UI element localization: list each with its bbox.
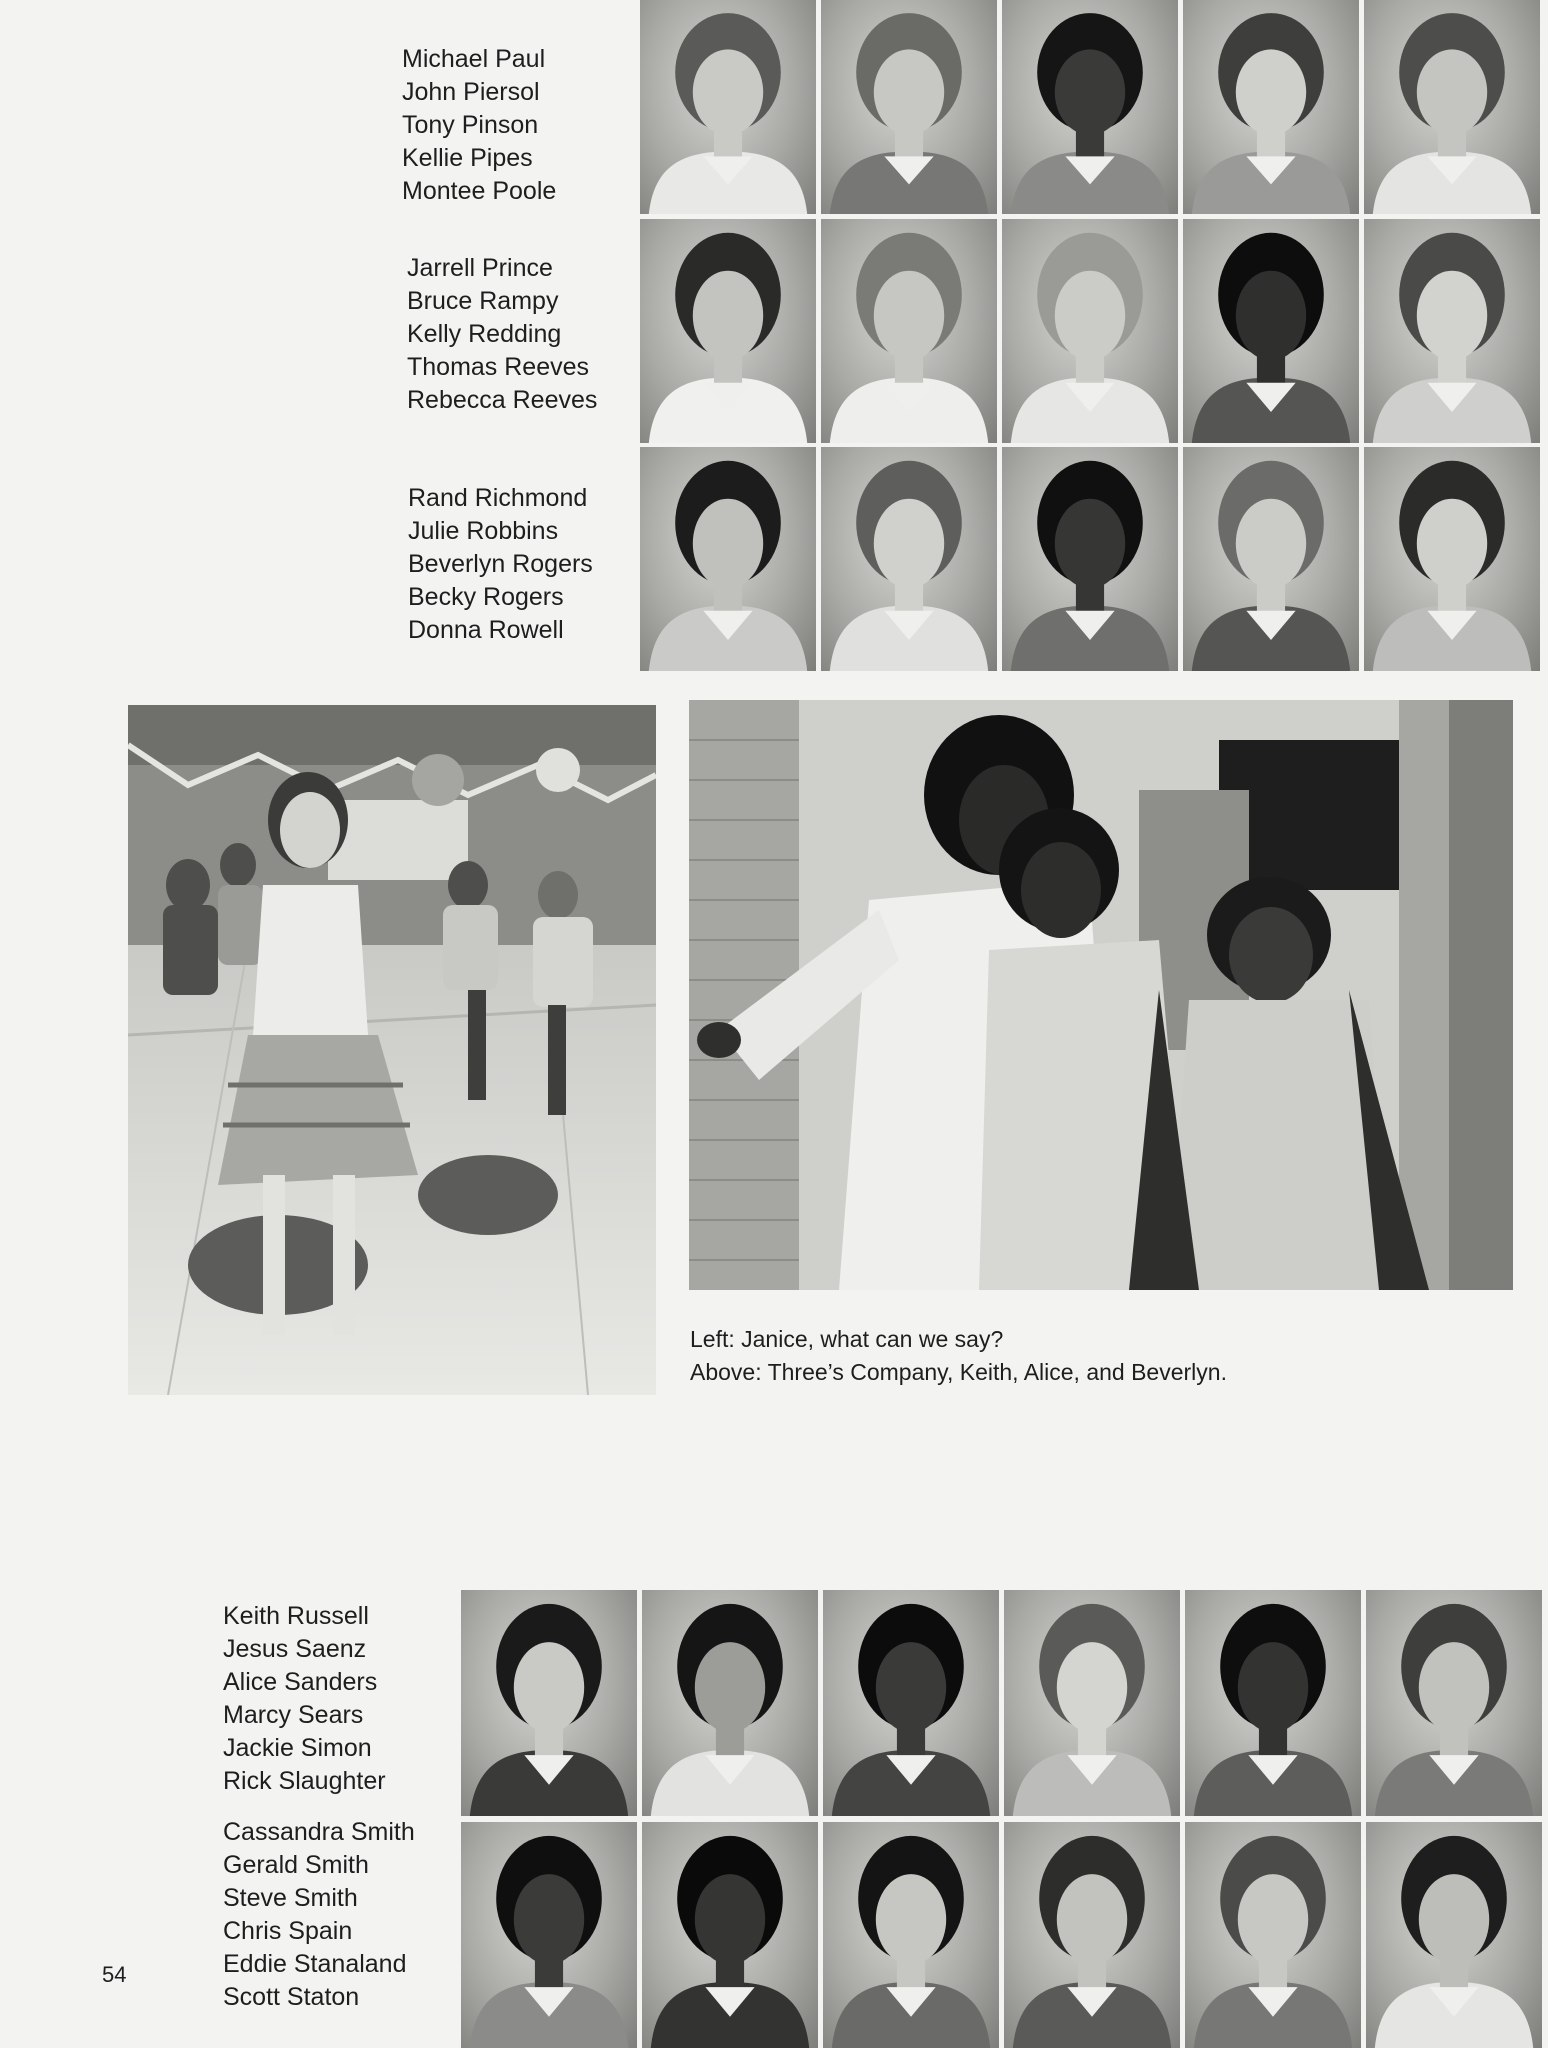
- student-name: Jesus Saenz: [223, 1635, 367, 1663]
- portrait-row-2: [640, 219, 1540, 443]
- student-name: Rebecca Reeves: [407, 386, 598, 414]
- student-portrait: [642, 1822, 818, 2048]
- student-name: Kellie Pipes: [402, 144, 533, 172]
- candid-photo-threes-company: [689, 700, 1513, 1290]
- student-name: Thomas Reeves: [407, 353, 590, 381]
- student-portrait: [640, 219, 816, 443]
- student-name: Rick Slaughter: [223, 1767, 386, 1795]
- student-name: Cassandra Smith: [223, 1818, 415, 1846]
- student-portrait: [1002, 0, 1178, 214]
- student-portrait: [1002, 447, 1178, 671]
- portrait-row-5: [461, 1822, 1542, 2048]
- student-name: Rand Richmond: [408, 484, 588, 512]
- student-portrait: [823, 1590, 999, 1816]
- name-list-row-5: [223, 1816, 415, 2014]
- student-portrait: [1002, 219, 1178, 443]
- student-portrait: [640, 0, 816, 214]
- student-name: Alice Sanders: [223, 1668, 378, 1696]
- page-number: 54: [102, 1962, 127, 1987]
- student-portrait: [461, 1822, 637, 2048]
- name-list-row-4: [223, 1600, 386, 1798]
- student-name: Keith Russell: [223, 1602, 369, 1630]
- student-name: Michael Paul: [402, 45, 546, 73]
- student-name: Becky Rogers: [408, 583, 564, 611]
- student-portrait: [821, 219, 997, 443]
- student-portrait: [823, 1822, 999, 2048]
- caption-above: Above: Three’s Company, Keith, Alice, and Beverlyn.: [690, 1359, 1227, 1385]
- student-portrait: [1185, 1590, 1361, 1816]
- student-portrait: [1364, 447, 1540, 671]
- student-name: Steve Smith: [223, 1884, 358, 1912]
- student-name: Chris Spain: [223, 1917, 353, 1945]
- student-portrait: [1004, 1822, 1180, 2048]
- student-portrait: [1366, 1590, 1542, 1816]
- student-portrait: [1366, 1822, 1542, 2048]
- caption-left: Left: Janice, what can we say?: [690, 1326, 1004, 1352]
- student-name: Gerald Smith: [223, 1851, 369, 1879]
- student-name: Kelly Redding: [407, 320, 562, 348]
- student-portrait: [1004, 1590, 1180, 1816]
- student-name: Jarrell Prince: [407, 254, 553, 282]
- student-name: Marcy Sears: [223, 1701, 364, 1729]
- student-name: Montee Poole: [402, 177, 557, 205]
- student-portrait: [1183, 447, 1359, 671]
- name-list-row-1: [402, 43, 556, 208]
- student-name: Scott Staton: [223, 1983, 360, 2011]
- student-portrait: [1364, 0, 1540, 214]
- name-list-row-2: [407, 252, 597, 417]
- student-name: Tony Pinson: [402, 111, 539, 139]
- student-name: Beverlyn Rogers: [408, 550, 593, 578]
- student-portrait: [642, 1590, 818, 1816]
- student-name: John Piersol: [402, 78, 540, 106]
- portrait-row-3: [640, 447, 1540, 671]
- student-name: Julie Robbins: [408, 517, 559, 545]
- student-portrait: [1183, 219, 1359, 443]
- portrait-row-4: [461, 1590, 1542, 1816]
- student-portrait: [461, 1590, 637, 1816]
- student-portrait: [1364, 219, 1540, 443]
- student-portrait: [1183, 0, 1359, 214]
- student-name: Jackie Simon: [223, 1734, 372, 1762]
- student-portrait: [821, 447, 997, 671]
- student-portrait: [821, 0, 997, 214]
- portrait-row-1: [640, 0, 1540, 214]
- student-portrait: [640, 447, 816, 671]
- name-list-row-3: [408, 482, 593, 647]
- student-portrait: [1185, 1822, 1361, 2048]
- student-name: Donna Rowell: [408, 616, 564, 644]
- student-name: Bruce Rampy: [407, 287, 559, 315]
- candid-photo-janice: [128, 705, 656, 1395]
- student-name: Eddie Stanaland: [223, 1950, 407, 1978]
